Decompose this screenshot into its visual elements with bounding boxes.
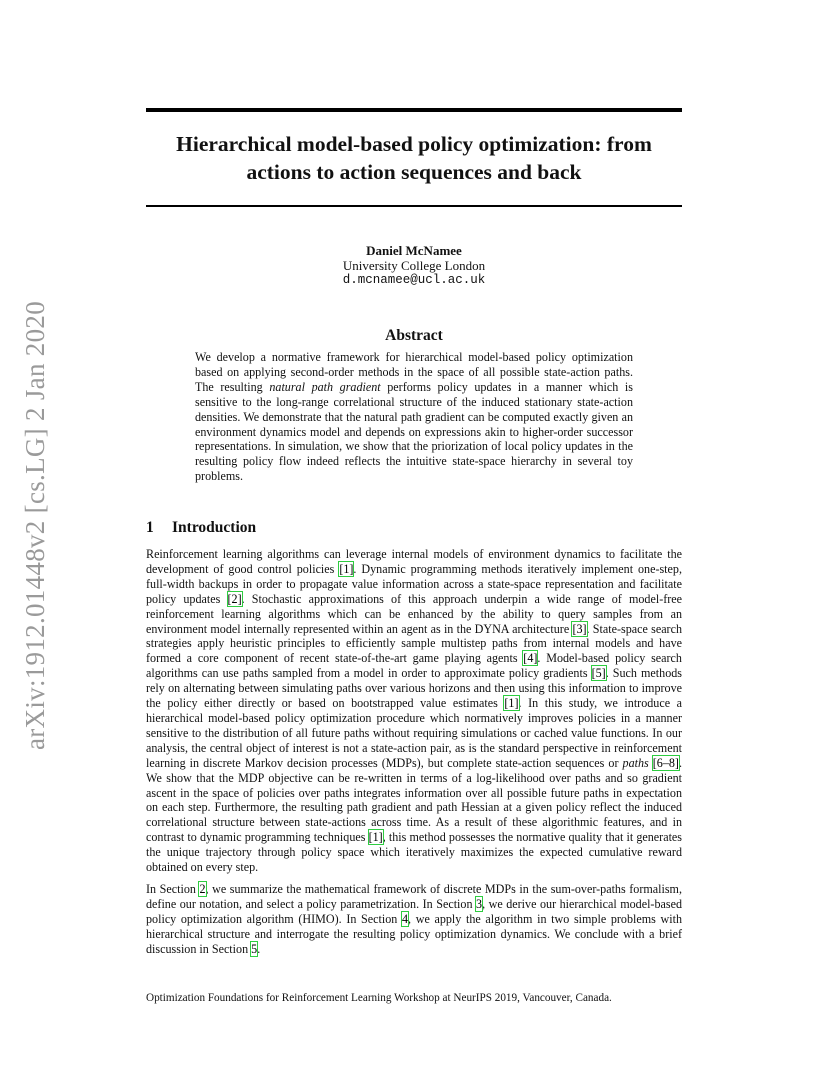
paper-title-line-2: actions to action sequences and back (246, 160, 582, 184)
citation-link[interactable]: [4] (523, 651, 538, 666)
section-title: Introduction (172, 519, 257, 536)
intro-text: , we summarize the mathematical framework of discrete MDPs in the sum-over-paths formalism, define our notation, and select a policy parametrization. In Section (146, 881, 682, 911)
page-footer: Optimization Foundations for Reinforcement Learning Workshop at NeurIPS 2019, Vancouver, Canada. (146, 992, 612, 1004)
title-bottom-rule (146, 205, 682, 207)
intro-text: , we derive our hierarchical model-based policy optimization algorithm (HIMO). In Section (146, 896, 682, 926)
citation-link[interactable]: [1] (339, 561, 354, 576)
intro-text: Reinforcement learning algorithms can leverage internal models of environment dynamics to facilitate the development of good control policies (146, 547, 682, 576)
intro-text: . Model-based policy search algorithms can use paths sampled from a model in order to approximate policy gradients (146, 651, 682, 681)
intro-text: . (257, 941, 261, 956)
abstract-text-2: performs policy updates in a manner which is sensitive to the long-range correlational structure of the induced stationary state-action densities. We demonstrate that the natural path gradient can be computed exactly given an environment dynamics model and depends on expressions akin to higher-order successor representations. In simulation, we show that the priorization of local policy updates in the resulting policy flow indeed reflects the intuitive state-space hierarchy in several toy problems. (195, 379, 633, 484)
intro-emphasis: paths (622, 755, 649, 770)
title-top-rule (146, 108, 682, 112)
section-number: 1 (146, 519, 154, 536)
section-ref-link[interactable]: 5 (251, 941, 258, 956)
abstract-text-1: We develop a normative framework for hierarchical model-based policy optimization based on applying second-order methods in the space of all possible state-action paths. The resulting (195, 350, 633, 394)
intro-paragraph-1 (146, 547, 682, 875)
intro-text: , this method possesses the normative quality that it generates the unique trajectory through policy space which iteratively maximizes the expected cumulative reward obtained on every step. (146, 830, 682, 875)
intro-text: . In this study, we introduce a hierarchical model-based policy optimization procedure which normatively improves policies in a manner sensitive to the distribution of all future paths without requiring simulations or cached value functions. In our analysis, the central object of interest is not a state-action pair, as is the standard perspective in reinforcement learning in discrete Markov decision processes (MDPs), but complete state-action sequences or (146, 696, 683, 770)
citation-link[interactable]: [1] (368, 830, 383, 845)
paper-title (146, 130, 682, 186)
abstract-heading: Abstract (385, 327, 443, 344)
paper-title-line-1: Hierarchical model-based policy optimization: from (176, 132, 652, 156)
introduction-body (146, 547, 682, 956)
author-affiliation: University College London (342, 258, 486, 273)
intro-text: . State-space search strategies apply heuristic principles to efficiently sample multistep paths from internal models and have formed a core component of recent state-of-the-art game playing agents (146, 621, 683, 666)
abstract-emphasis: natural path gradient (269, 379, 381, 394)
section-ref-link[interactable]: 2 (199, 881, 206, 896)
abstract-body (195, 350, 633, 484)
citation-link[interactable]: [1] (504, 696, 519, 711)
section-ref-link[interactable]: 3 (476, 896, 483, 911)
arxiv-identifier (18, 295, 54, 755)
section-ref-link[interactable]: 4 (401, 911, 409, 926)
intro-text: . Stochastic approximations of this approach underpin a wide range of model-free reinforcement learning algorithms which can be enhanced by the ability to query samples from an environment model internally represented within an agent as in the DYNA architecture (146, 591, 683, 636)
intro-text: . We show that the MDP objective can be re-written in terms of a log-likelihood over paths and so gradient ascent in the space of policies over paths integrates information over all possible future paths in expectation on each step. Furthermore, the resulting path gradient and path Hessian at a given policy reflect the induced correlational structure between state-actions across time. As a result of these algorithmic features, and in contrast to dynamic programming techniques (146, 755, 682, 845)
citation-link[interactable]: [3] (572, 621, 587, 636)
intro-text: In Section (146, 881, 200, 896)
section-heading (146, 519, 256, 537)
intro-text: . Dynamic programming methods iteratively implement one-step, full-width backups in order to propagate value information across a state-space representation and facilitate policy updates (146, 561, 682, 606)
intro-paragraph-2 (146, 882, 682, 957)
citation-link[interactable]: [2] (227, 591, 242, 606)
citation-link[interactable]: [6–8] (652, 755, 679, 770)
author-email[interactable]: d.mcnamee@ucl.ac.uk (342, 273, 486, 287)
author-block (146, 243, 682, 288)
citation-link[interactable]: [5] (591, 666, 606, 681)
intro-text: , we apply the algorithm in two simple problems with hierarchical structure and interrogate the resulting policy optimization dynamics. We conclude with a brief discussion in Section (146, 911, 683, 956)
arxiv-identifier-text: arXiv:1912.01448v2 [cs.LG] 2 Jan 2020 (20, 300, 51, 750)
author-name: Daniel McNamee (366, 243, 462, 258)
intro-text: . Such methods rely on alternating between simulating paths over various horizons and then using this information to improve the policy either directly or based on bootstrapped value estimates (146, 666, 682, 711)
